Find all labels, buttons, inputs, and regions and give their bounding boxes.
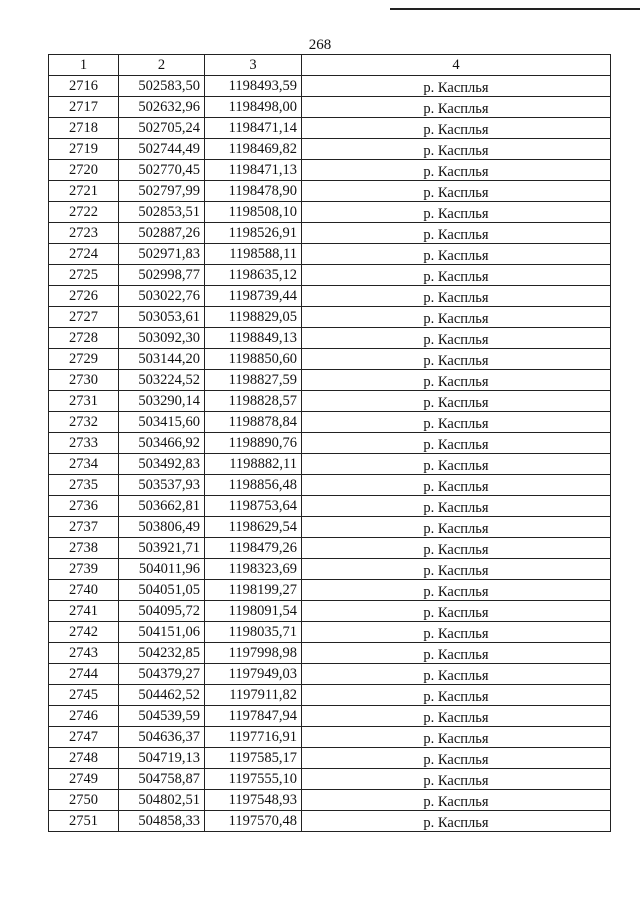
table-cell-col-4: р. Касплья (302, 309, 611, 330)
table-cell-col-1: 2740 (49, 580, 119, 601)
table-cell-col-2: 502998,77 (119, 265, 205, 286)
table-cell-col-3: 1197949,03 (205, 664, 302, 685)
table-cell-col-4: р. Касплья (302, 519, 611, 540)
table-row (49, 244, 611, 265)
table-cell-col-2: 504719,13 (119, 748, 205, 769)
table-cell-col-1: 2751 (49, 811, 119, 832)
table-cell-col-1: 2716 (49, 76, 119, 97)
table-cell-col-2: 502971,83 (119, 244, 205, 265)
table-cell-col-4: р. Касплья (302, 603, 611, 624)
table-cell-col-2: 502705,24 (119, 118, 205, 139)
table-cell-col-2: 503224,52 (119, 370, 205, 391)
table-cell-col-2: 504095,72 (119, 601, 205, 622)
table-cell-col-1: 2736 (49, 496, 119, 517)
table-cell-col-3: 1198323,69 (205, 559, 302, 580)
table-cell-col-2: 503022,76 (119, 286, 205, 307)
table-cell-col-1: 2735 (49, 475, 119, 496)
table-cell-col-1: 2720 (49, 160, 119, 181)
table-cell-col-3: 1198828,57 (205, 391, 302, 412)
table-cell-col-3: 1198508,10 (205, 202, 302, 223)
table-cell-col-4: р. Касплья (302, 330, 611, 351)
table-cell-col-2: 503092,30 (119, 328, 205, 349)
table-cell-col-2: 503290,14 (119, 391, 205, 412)
table-cell-col-4: р. Касплья (302, 582, 611, 603)
table-row (49, 160, 611, 181)
table-row (49, 727, 611, 748)
table-cell-col-1: 2724 (49, 244, 119, 265)
table-cell-col-4: р. Касплья (302, 561, 611, 582)
table-cell-col-2: 502853,51 (119, 202, 205, 223)
table-cell-col-2: 503662,81 (119, 496, 205, 517)
table-cell-col-4: р. Касплья (302, 645, 611, 666)
table-cell-col-4: р. Касплья (302, 351, 611, 372)
table-cell-col-3: 1198526,91 (205, 223, 302, 244)
table-cell-col-4: р. Касплья (302, 687, 611, 708)
table-row (49, 76, 611, 97)
table-cell-col-3: 1198469,82 (205, 139, 302, 160)
table-cell-col-3: 1197548,93 (205, 790, 302, 811)
table-cell-col-3: 1198850,60 (205, 349, 302, 370)
table-row (49, 328, 611, 349)
table-cell-col-3: 1198878,84 (205, 412, 302, 433)
table-cell-col-2: 504858,33 (119, 811, 205, 832)
table-cell-col-3: 1198753,64 (205, 496, 302, 517)
table-row (49, 370, 611, 391)
table-cell-col-3: 1198493,59 (205, 76, 302, 97)
table-cell-col-1: 2723 (49, 223, 119, 244)
table-row (49, 118, 611, 139)
table-row (49, 664, 611, 685)
table-cell-col-1: 2743 (49, 643, 119, 664)
table-row (49, 769, 611, 790)
table-cell-col-4: р. Касплья (302, 204, 611, 225)
table-cell-col-1: 2718 (49, 118, 119, 139)
top-rule (390, 8, 640, 10)
table-row (49, 496, 611, 517)
table-cell-col-4: р. Касплья (302, 813, 611, 834)
table-cell-col-1: 2741 (49, 601, 119, 622)
table-cell-col-2: 504051,05 (119, 580, 205, 601)
table-cell-col-1: 2731 (49, 391, 119, 412)
table-cell-col-2: 502632,96 (119, 97, 205, 118)
table-cell-col-2: 503492,83 (119, 454, 205, 475)
table-row (49, 391, 611, 412)
table-cell-col-2: 502770,45 (119, 160, 205, 181)
table-cell-col-3: 1198588,11 (205, 244, 302, 265)
table-row (49, 433, 611, 454)
table-cell-col-3: 1197555,10 (205, 769, 302, 790)
table-cell-col-3: 1198829,05 (205, 307, 302, 328)
table-cell-col-3: 1198479,26 (205, 538, 302, 559)
table-row (49, 475, 611, 496)
table-cell-col-2: 504636,37 (119, 727, 205, 748)
table-cell-col-1: 2730 (49, 370, 119, 391)
table-cell-col-4: р. Касплья (302, 708, 611, 729)
table-cell-col-1: 2744 (49, 664, 119, 685)
table-row (49, 181, 611, 202)
table-cell-col-1: 2721 (49, 181, 119, 202)
table-cell-col-3: 1198471,14 (205, 118, 302, 139)
table-cell-col-2: 504151,06 (119, 622, 205, 643)
header-col-2: 2 (119, 55, 205, 76)
table-cell-col-1: 2728 (49, 328, 119, 349)
table-row (49, 685, 611, 706)
table-cell-col-3: 1198635,12 (205, 265, 302, 286)
table-cell-col-3: 1197911,82 (205, 685, 302, 706)
table-row (49, 580, 611, 601)
table-cell-col-1: 2732 (49, 412, 119, 433)
table-row (49, 97, 611, 118)
table-cell-col-3: 1197847,94 (205, 706, 302, 727)
table-row (49, 517, 611, 538)
table-cell-col-1: 2748 (49, 748, 119, 769)
table-cell-col-1: 2747 (49, 727, 119, 748)
table-cell-col-4: р. Касплья (302, 729, 611, 750)
table-cell-col-4: р. Касплья (302, 246, 611, 267)
table-row (49, 223, 611, 244)
table-cell-col-4: р. Касплья (302, 750, 611, 771)
table-cell-col-4: р. Касплья (302, 372, 611, 393)
table-row (49, 748, 611, 769)
table-row (49, 559, 611, 580)
table-cell-col-1: 2749 (49, 769, 119, 790)
table-cell-col-2: 504011,96 (119, 559, 205, 580)
table-cell-col-4: р. Касплья (302, 771, 611, 792)
header-col-1: 1 (49, 55, 119, 76)
page-number: 268 (308, 37, 332, 53)
table-row (49, 139, 611, 160)
table-cell-col-3: 1198091,54 (205, 601, 302, 622)
table-cell-col-4: р. Касплья (302, 78, 611, 99)
table-cell-col-1: 2725 (49, 265, 119, 286)
table-cell-col-2: 504539,59 (119, 706, 205, 727)
table-row (49, 601, 611, 622)
table-row (49, 811, 611, 832)
table-cell-col-4: р. Касплья (302, 183, 611, 204)
table-cell-col-3: 1198827,59 (205, 370, 302, 391)
table-row (49, 286, 611, 307)
table-cell-col-3: 1197570,48 (205, 811, 302, 832)
table-row (49, 790, 611, 811)
table-cell-col-1: 2734 (49, 454, 119, 475)
table-row (49, 643, 611, 664)
table-cell-col-3: 1198629,54 (205, 517, 302, 538)
table-cell-col-4: р. Касплья (302, 99, 611, 120)
table-header-row (49, 55, 611, 76)
table-cell-col-4: р. Касплья (302, 120, 611, 141)
table-cell-col-4: р. Касплья (302, 456, 611, 477)
table-cell-col-1: 2738 (49, 538, 119, 559)
table-cell-col-3: 1197716,91 (205, 727, 302, 748)
table-cell-col-4: р. Касплья (302, 498, 611, 519)
table-cell-col-3: 1198882,11 (205, 454, 302, 475)
table-cell-col-2: 502744,49 (119, 139, 205, 160)
table-cell-col-1: 2746 (49, 706, 119, 727)
table-cell-col-4: р. Касплья (302, 393, 611, 414)
table-cell-col-2: 504462,52 (119, 685, 205, 706)
table-cell-col-1: 2739 (49, 559, 119, 580)
table-row (49, 265, 611, 286)
table-cell-col-2: 504379,27 (119, 664, 205, 685)
table-cell-col-2: 503053,61 (119, 307, 205, 328)
header-col-3: 3 (205, 55, 302, 76)
table-cell-col-3: 1198856,48 (205, 475, 302, 496)
table-cell-col-1: 2719 (49, 139, 119, 160)
table-cell-col-4: р. Касплья (302, 792, 611, 813)
table-row (49, 307, 611, 328)
table-cell-col-4: р. Касплья (302, 162, 611, 183)
coordinates-table (48, 54, 611, 832)
table-cell-col-3: 1198035,71 (205, 622, 302, 643)
table-cell-col-3: 1198849,13 (205, 328, 302, 349)
table-cell-col-3: 1198890,76 (205, 433, 302, 454)
table-row (49, 706, 611, 727)
table-cell-col-1: 2727 (49, 307, 119, 328)
table-cell-col-4: р. Касплья (302, 225, 611, 246)
table-cell-col-2: 504802,51 (119, 790, 205, 811)
table-cell-col-4: р. Касплья (302, 435, 611, 456)
table-cell-col-2: 502797,99 (119, 181, 205, 202)
table-cell-col-3: 1198478,90 (205, 181, 302, 202)
table-cell-col-2: 503415,60 (119, 412, 205, 433)
table-cell-col-4: р. Касплья (302, 288, 611, 309)
table-cell-col-2: 504758,87 (119, 769, 205, 790)
table-row (49, 538, 611, 559)
table-cell-col-4: р. Касплья (302, 666, 611, 687)
table-cell-col-1: 2722 (49, 202, 119, 223)
table-cell-col-2: 503144,20 (119, 349, 205, 370)
table-cell-col-1: 2726 (49, 286, 119, 307)
table-cell-col-2: 502887,26 (119, 223, 205, 244)
table-cell-col-2: 502583,50 (119, 76, 205, 97)
table-cell-col-1: 2733 (49, 433, 119, 454)
table-cell-col-2: 503466,92 (119, 433, 205, 454)
table-cell-col-1: 2737 (49, 517, 119, 538)
table-cell-col-2: 503537,93 (119, 475, 205, 496)
table-row (49, 349, 611, 370)
table-cell-col-2: 504232,85 (119, 643, 205, 664)
table-cell-col-1: 2750 (49, 790, 119, 811)
table-cell-col-4: р. Касплья (302, 477, 611, 498)
table-cell-col-3: 1197998,98 (205, 643, 302, 664)
table-cell-col-4: р. Касплья (302, 540, 611, 561)
table-row (49, 412, 611, 433)
table-cell-col-1: 2742 (49, 622, 119, 643)
table-row (49, 622, 611, 643)
table-cell-col-3: 1198498,00 (205, 97, 302, 118)
table-cell-col-4: р. Касплья (302, 414, 611, 435)
table-row (49, 202, 611, 223)
table-cell-col-2: 503806,49 (119, 517, 205, 538)
table-body (49, 76, 611, 832)
table-cell-col-3: 1198199,27 (205, 580, 302, 601)
table-cell-col-3: 1198739,44 (205, 286, 302, 307)
table-cell-col-4: р. Касплья (302, 141, 611, 162)
table-cell-col-4: р. Касплья (302, 267, 611, 288)
table-cell-col-3: 1198471,13 (205, 160, 302, 181)
table-cell-col-3: 1197585,17 (205, 748, 302, 769)
table-cell-col-1: 2717 (49, 97, 119, 118)
table-cell-col-1: 2729 (49, 349, 119, 370)
table-cell-col-2: 503921,71 (119, 538, 205, 559)
header-col-4: 4 (302, 55, 611, 76)
table-cell-col-4: р. Касплья (302, 624, 611, 645)
table-row (49, 454, 611, 475)
table-cell-col-1: 2745 (49, 685, 119, 706)
